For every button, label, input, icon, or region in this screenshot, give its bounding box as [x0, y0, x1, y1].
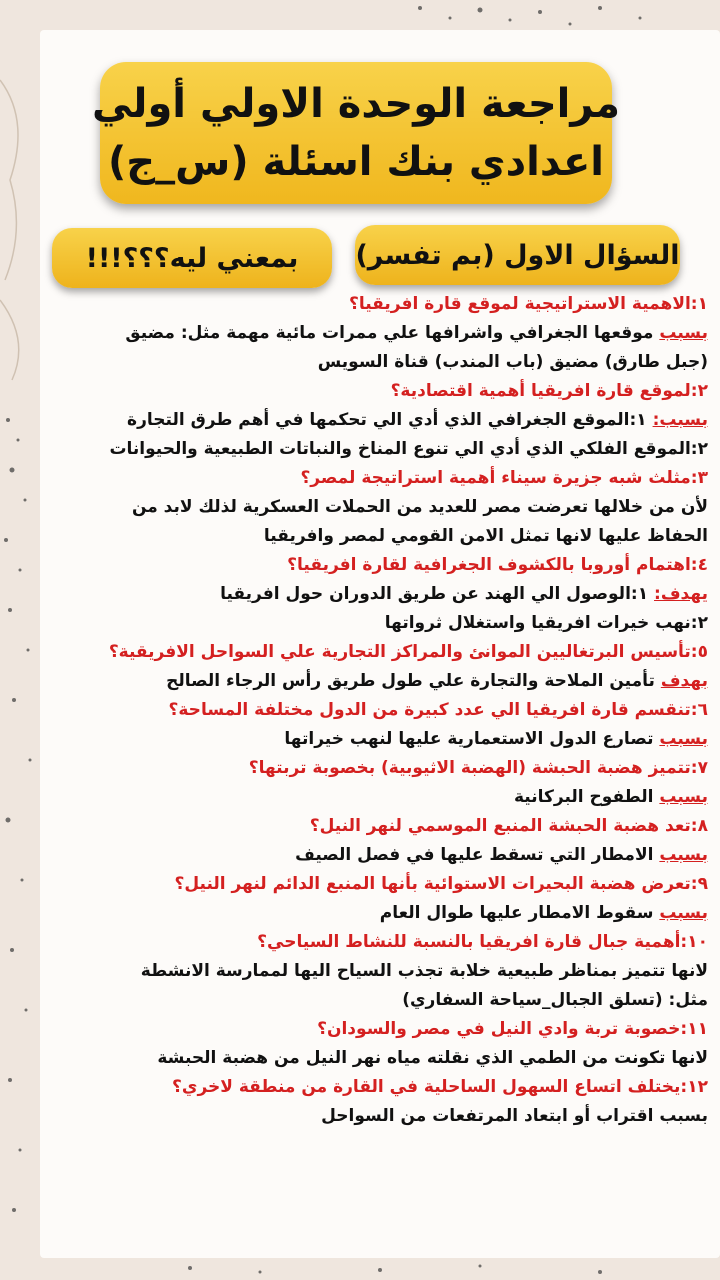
- answer-row: [60, 493, 708, 522]
- answer-row: [60, 667, 708, 696]
- question-row: [60, 551, 708, 580]
- question-text: ١٢:يختلف اتساع السهول الساحلية في القارة من منطقة لاخري؟: [172, 1077, 708, 1097]
- question-text: ٩:تعرض هضبة البحيرات الاستوائية بأنها المنبع الدائم لنهر النيل؟: [174, 874, 708, 894]
- answer-text: الحفاظ عليها لانها تمثل الامن القومي لمصر وافريقيا: [263, 526, 708, 546]
- reason-keyword: بسبب: [659, 903, 708, 923]
- answer-text: ٢:الموقع الفلكي الذي أدي الي تنوع المناخ والنباتات الطبيعية والحيوانات: [109, 439, 708, 459]
- question-text: ٧:تتميز هضبة الحبشة (الهضبة الاثيوبية) بخصوبة تربتها؟: [248, 758, 708, 778]
- question-row: [60, 377, 708, 406]
- answer-row: [60, 1102, 708, 1131]
- answer-text: تصارع الدول الاستعمارية عليها لنهب خيراتها: [284, 729, 660, 749]
- question-row: [60, 754, 708, 783]
- answer-text: تأمين الملاحة والتجارة علي طول طريق رأس الرجاء الصالح: [166, 671, 661, 691]
- answer-row: [60, 1044, 708, 1073]
- qa-list: [60, 290, 708, 1131]
- title-line-2: اعدادي بنك اسئلة (س_ج): [108, 139, 604, 185]
- title-banner: [91, 62, 621, 204]
- question-row: [60, 638, 708, 667]
- title-line-1: مراجعة الوحدة الاولي أولي: [91, 81, 621, 127]
- meaning-tag: بمعني ليه؟؟؟!!!: [52, 228, 332, 288]
- question-text: ٥:تأسيس البرتغاليين الموانئ والمراكز التجارية علي السواحل الافريقية؟: [108, 642, 708, 662]
- answer-text: بسبب اقتراب أو ابتعاد المرتفعات من السواحل: [321, 1106, 708, 1126]
- answer-text: ١:الوصول الي الهند عن طريق الدوران حول افريقيا: [220, 584, 655, 604]
- question-text: ٣:مثلث شبه جزيرة سيناء أهمية استراتيجة لمصر؟: [300, 468, 708, 488]
- answer-text: ٢:نهب خيرات افريقيا واستغلال ثرواتها: [384, 613, 708, 633]
- question-text: ٤:اهتمام أوروبا بالكشوف الجغرافية لقارة افريقيا؟: [287, 555, 708, 575]
- reason-keyword: بسبب: [659, 323, 708, 343]
- answer-text: الطفوح البركانية: [513, 787, 660, 807]
- answer-row: [60, 406, 708, 435]
- answer-text: لانها تكونت من الطمي الذي نقلته مياه نهر النيل من هضبة الحبشة: [157, 1048, 708, 1068]
- answer-row: [60, 783, 708, 812]
- question-row: [60, 1073, 708, 1102]
- answer-row: [60, 580, 708, 609]
- answer-text: لأن من خلالها تعرضت مصر للعديد من الحملات العسكرية لذلك لابد من: [131, 497, 708, 517]
- answer-row: [60, 957, 708, 986]
- question-text: ٨:تعد هضبة الحبشة المنبع الموسمي لنهر النيل؟: [309, 816, 708, 836]
- answer-row: [60, 609, 708, 638]
- reason-keyword: بهدف: [660, 671, 708, 691]
- answer-row: [60, 899, 708, 928]
- answer-row: [60, 841, 708, 870]
- question-row: [60, 928, 708, 957]
- question-row: [60, 812, 708, 841]
- question-text: ١٠:أهمية جبال قارة افريقيا بالنسبة للنشاط السياحي؟: [257, 932, 708, 952]
- answer-text: الامطار التي تسقط عليها في فصل الصيف: [295, 845, 660, 865]
- answer-row: [60, 986, 708, 1015]
- reason-keyword: بسبب: [659, 787, 708, 807]
- question-row: [60, 464, 708, 493]
- question-type-tag: السؤال الاول (بم تفسر): [355, 225, 680, 285]
- answer-text: ١:الموقع الجغرافي الذي أدي الي تحكمها في أهم طرق التجارة: [127, 410, 653, 430]
- answer-text: موقعها الجغرافي واشرافها علي ممرات مائية مهمة مثل: مضيق: [125, 323, 660, 343]
- answer-row: [60, 319, 708, 348]
- question-row: [60, 696, 708, 725]
- answer-row: [60, 725, 708, 754]
- answer-row: [60, 522, 708, 551]
- question-text: ١:الاهمية الاستراتيجية لموقع قارة افريقيا؟: [348, 294, 708, 314]
- reason-keyword: يهدف:: [654, 584, 708, 604]
- reason-keyword: بسبب: [659, 845, 708, 865]
- answer-text: لانها تتميز بمناظر طبيعية خلابة تجذب السياح اليها لممارسة الانشطة: [140, 961, 708, 981]
- question-text: ١١:خصوبة تربة وادي النيل في مصر والسودان؟: [317, 1019, 708, 1039]
- answer-text: سقوط الامطار عليها طوال العام: [379, 903, 660, 923]
- question-row: [60, 1015, 708, 1044]
- question-text: ٢:لموقع قارة افريقيا أهمية اقتصادية؟: [390, 381, 708, 401]
- question-text: ٦:تنقسم قارة افريقيا الي عدد كبيرة من الدول مختلفة المساحة؟: [168, 700, 708, 720]
- answer-row: [60, 435, 708, 464]
- question-row: [60, 870, 708, 899]
- answer-row: [60, 348, 708, 377]
- question-row: [60, 290, 708, 319]
- reason-keyword: بسبب: [659, 729, 708, 749]
- reason-keyword: بسبب:: [652, 410, 708, 430]
- answer-text: (جبل طارق) مضيق (باب المندب) قناة السويس: [317, 352, 708, 372]
- answer-text: مثل: (تسلق الجبال_سياحة السفاري): [402, 990, 708, 1010]
